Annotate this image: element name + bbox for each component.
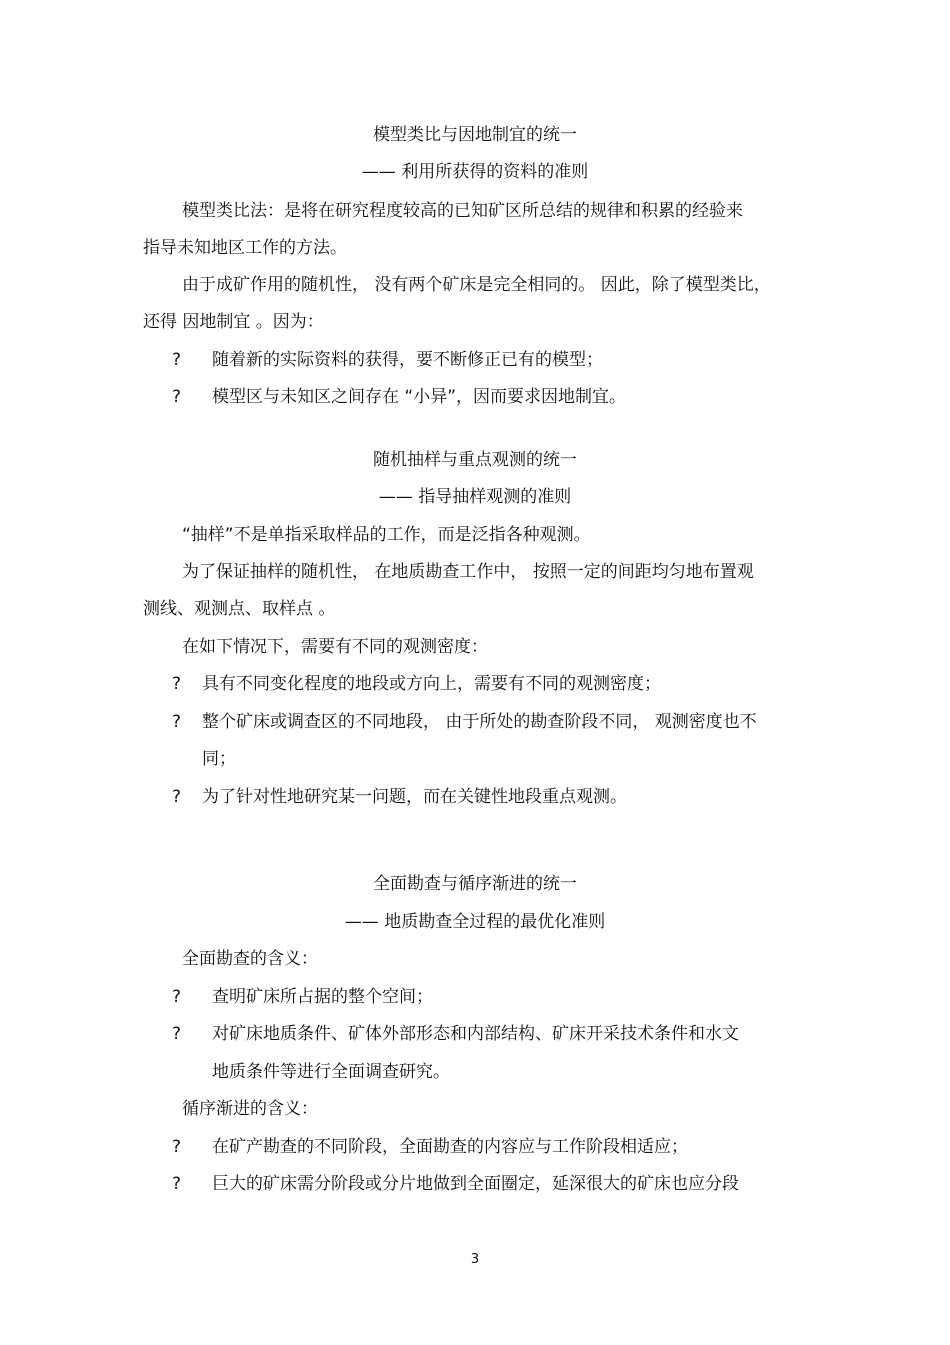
- paragraph-line: 在如下情况下，需要有不同的观测密度：: [182, 637, 488, 657]
- bullet-marker: ?: [172, 712, 182, 732]
- paragraph-line: 为了保证抽样的随机性， 在地质勘查工作中， 按照一定的间距均匀地布置观: [182, 562, 754, 582]
- bullet-marker: ?: [172, 987, 182, 1007]
- section-title: 模型类比与因地制宜的统一: [373, 125, 577, 145]
- bullet-item: 模型区与未知区之间存在 “小异”，因而要求因地制宜。: [212, 387, 627, 407]
- bullet-item-continuation: 地质条件等进行全面调查研究。: [212, 1062, 450, 1082]
- bullet-item: 对矿床地质条件、矿体外部形态和内部结构、矿床开采技术条件和水文: [212, 1024, 739, 1044]
- section-subtitle: —— 利用所获得的资料的准则: [361, 162, 589, 182]
- page-number: 3: [470, 1252, 480, 1267]
- paragraph-line: 指导未知地区工作的方法。: [143, 238, 347, 258]
- bullet-item: 巨大的矿床需分阶段或分片地做到全面圈定，延深很大的矿床也应分段: [212, 1174, 739, 1194]
- bullet-item-continuation: 同；: [202, 749, 236, 769]
- bullet-marker: ?: [172, 787, 182, 807]
- paragraph-line: 模型类比法：是将在研究程度较高的已知矿区所总结的规律和积累的经验来: [182, 201, 743, 221]
- bullet-item: 查明矿床所占据的整个空间；: [212, 987, 433, 1007]
- bullet-marker: ?: [172, 387, 182, 407]
- bullet-item: 随着新的实际资料的获得，要不断修正已有的模型；: [212, 350, 603, 370]
- paragraph-line: 测线、观测点、取样点 。: [143, 599, 336, 619]
- bullet-item: 整个矿床或调查区的不同地段， 由于所处的勘查阶段不同， 观测密度也不: [202, 712, 757, 732]
- paragraph-line: 循序渐进的含义：: [182, 1099, 318, 1119]
- bullet-item: 具有不同变化程度的地段或方向上，需要有不同的观测密度；: [202, 674, 661, 694]
- bullet-marker: ?: [172, 1024, 182, 1044]
- section-subtitle: —— 指导抽样观测的准则: [378, 487, 572, 507]
- paragraph-line: 由于成矿作用的随机性， 没有两个矿床是完全相同的。 因此，除了模型类比，: [182, 275, 771, 295]
- paragraph-line: 还得 因地制宜 。因为：: [143, 312, 324, 332]
- section-title: 全面勘查与循序渐进的统一: [373, 874, 577, 894]
- section-subtitle: —— 地质勘查全过程的最优化准则: [344, 912, 606, 932]
- bullet-item: 为了针对性地研究某一问题，而在关键性地段重点观测。: [202, 787, 627, 807]
- bullet-item: 在矿产勘查的不同阶段，全面勘查的内容应与工作阶段相适应；: [212, 1137, 688, 1157]
- bullet-marker: ?: [172, 1137, 182, 1157]
- paragraph-line: 全面勘查的含义：: [182, 949, 318, 969]
- bullet-marker: ?: [172, 1174, 182, 1194]
- section-title: 随机抽样与重点观测的统一: [373, 450, 577, 470]
- bullet-marker: ?: [172, 674, 182, 694]
- bullet-marker: ?: [172, 350, 182, 370]
- paragraph-line: “抽样”不是单指采取样品的工作，而是泛指各种观测。: [182, 525, 591, 545]
